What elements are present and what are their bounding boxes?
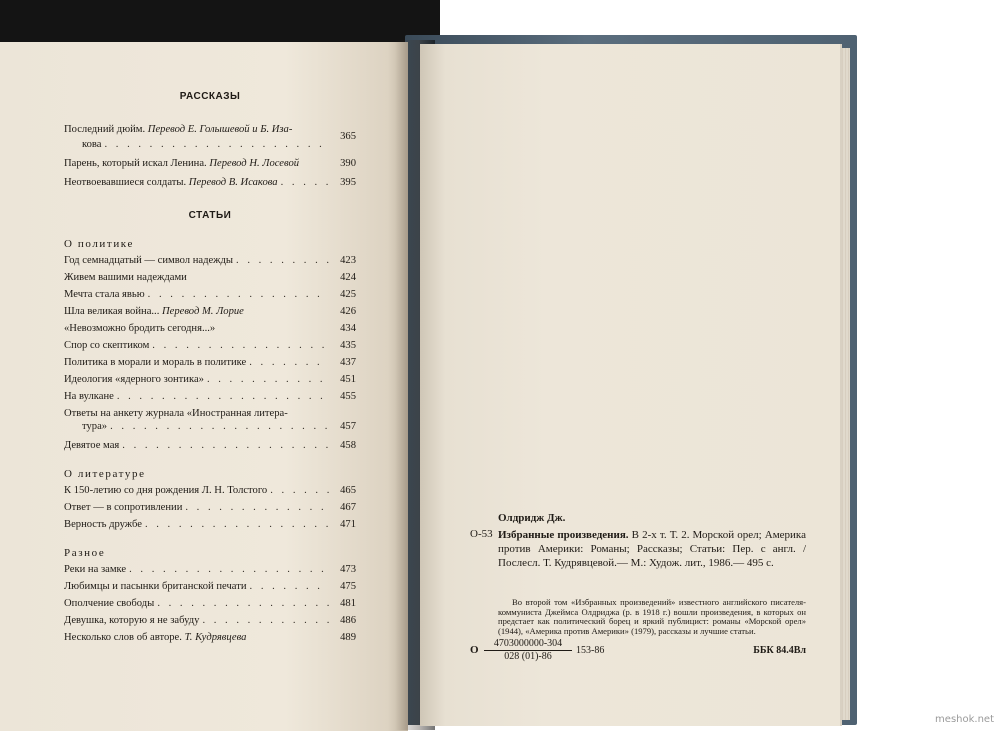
- toc-entry: Ответ — в сопротивлении . . . 467: [64, 501, 356, 514]
- toc-entry-continued: кова . . . 365: [64, 138, 356, 151]
- toc-entry: Спор со скептиком . . . 435: [64, 339, 356, 352]
- toc-entry: Верность дружбе . . . 471: [64, 518, 356, 531]
- literature-heading: О литературе: [64, 468, 146, 480]
- catalog-fraction: $\frac{4703000000-304}{028 (01)-86}$: [484, 638, 572, 663]
- author-name: Олдридж Дж.: [498, 512, 566, 524]
- toc-entry: Неотвоевавшиеся солдаты. Перевод В. Исакова . . . 395: [64, 176, 356, 189]
- toc-entry: Парень, который искал Ленина. Перевод Н. Лосевой 390: [64, 158, 356, 169]
- toc-entry-continued: тура» . . . 457: [64, 420, 356, 433]
- annotation-text: Во второй том «Избранных произведений» известного английского писателя-коммуниста Джеймса Олдриджа (р. в 1918 г.) вошли произведения, в которых он предстает как политический борец и яркий публицист: романы «Морской орел» (1944), «Америка против Америки» (1979), рассказы и лучшие статьи.: [498, 597, 806, 636]
- misc-heading: Разное: [64, 547, 106, 559]
- bibliographic-description: Избранные произведения. В 2-х т. Т. 2. Морской орел; Америка против Америки: Романы; Рассказы; Статьи: Пер. с англ. /Послесл. Т. Кудрявцевой.— М.: Худож. лит., 1986.— 495 с.: [498, 529, 806, 569]
- watermark: meshok.net: [935, 714, 994, 725]
- toc-entry: К 150-летию со дня рождения Л. Н. Толстого . . . 465: [64, 484, 356, 497]
- catalog-indices: [470, 638, 810, 664]
- toc-entry: Шла великая война... Перевод М. Лорие 426: [64, 306, 356, 317]
- articles-heading: СТАТЬИ: [188, 210, 232, 221]
- stories-heading: РАССКАЗЫ: [179, 91, 241, 102]
- toc-entry: Последний дюйм. Перевод Е. Голышевой и Б. Иза-: [64, 124, 293, 135]
- catalog-code: О-53: [470, 528, 493, 540]
- toc-entry: Несколько слов об авторе. Т. Кудрявцева 489: [64, 632, 356, 643]
- politics-heading: О политике: [64, 238, 134, 250]
- toc-entry: Год семнадцатый — символ надежды . . . 423: [64, 254, 356, 267]
- bbk-index: ББК 84.4Вл: [753, 645, 806, 656]
- toc-entry: Мечта стала явью . . . 425: [64, 288, 356, 301]
- toc-entry: Реки на замке . . . 473: [64, 563, 356, 576]
- toc-entry: Политика в морали и мораль в политике . . . 437: [64, 356, 356, 369]
- toc-entry: На вулкане . . . 455: [64, 390, 356, 403]
- fraction-tail: 153-86: [576, 645, 605, 656]
- toc-entry: Любимцы и пасынки британской печати . . . 475: [64, 580, 356, 593]
- toc-entry: Девушка, которую я не забуду . . . 486: [64, 614, 356, 627]
- toc-entry: Идеология «ядерного зонтика» . . . 451: [64, 373, 356, 386]
- table-of-contents: [64, 90, 356, 644]
- fraction-prefix: О: [470, 644, 479, 656]
- toc-entry: Живем вашими надеждами 424: [64, 272, 356, 283]
- toc-entry: «Невозможно бродить сегодня...» 434: [64, 323, 356, 334]
- toc-entry: Ополчение свободы . . . 481: [64, 597, 356, 610]
- toc-entry: Девятое мая . . . 458: [64, 439, 356, 452]
- scan-top-border: [0, 0, 440, 42]
- toc-entry: Ответы на анкету журнала «Иностранная литера-: [64, 408, 288, 419]
